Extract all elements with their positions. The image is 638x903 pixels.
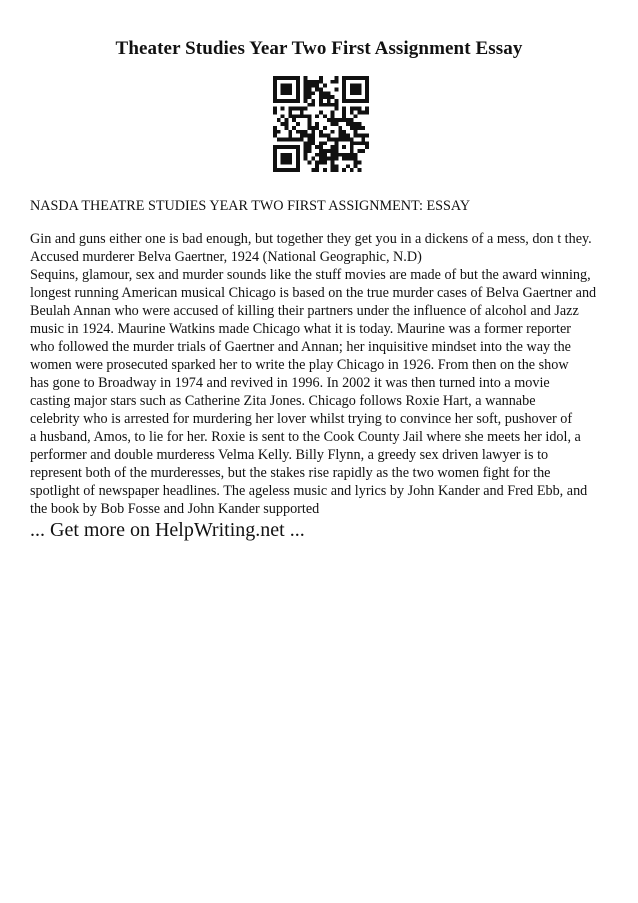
body-line: who followed the murder trials of Gaertner and Annan; her inquisitive mindset into the way the: [30, 339, 571, 355]
body-line: spotlight of newspaper headlines. The ageless music and lyrics by John Kander and Fred Ebb, and: [30, 483, 588, 499]
body-line: longest running American musical Chicago is based on the true murder cases of Belva Gaertner and: [30, 285, 597, 301]
essay-body: [30, 230, 620, 518]
body-line: Beulah Annan who were accused of killing their partners under the influence of alcohol and Jazz: [30, 303, 579, 319]
body-line: celebrity who is arrested for murdering her lover whilst trying to convince her soft, pushover of: [30, 411, 573, 427]
body-line: Sequins, glamour, sex and murder sounds like the stuff movies are made of but the award winning,: [30, 267, 591, 283]
body-line: represent both of the murderesses, but the stakes rise rapidly as the two women fight for the: [30, 465, 551, 481]
qr-code-icon: [273, 76, 369, 172]
body-line: a husband, Amos, to lie for her. Roxie is sent to the Cook County Jail where she meets her idol, a: [30, 429, 581, 445]
body-line: women were prosecuted sparked her to write the play Chicago in 1926. From then on the show: [30, 357, 569, 373]
qr-code-graphic: [273, 76, 369, 172]
essay-heading: NASDA THEATRE STUDIES YEAR TWO FIRST ASSIGNMENT: ESSAY: [30, 198, 471, 214]
body-line: Accused murderer Belva Gaertner, 1924 (National Geographic, N.D): [30, 249, 422, 265]
document-title: Theater Studies Year Two First Assignment Essay: [115, 38, 523, 59]
body-line: casting major stars such as Catherine Zita Jones. Chicago follows Roxie Hart, a wannabe: [30, 393, 536, 409]
get-more-link[interactable]: ... Get more on HelpWriting.net ...: [30, 519, 305, 541]
body-line: the book by Bob Fosse and John Kander supported: [30, 501, 320, 517]
body-line: Gin and guns either one is bad enough, but together they get you in a dickens of a mess, don t they.: [30, 231, 592, 247]
body-line: has gone to Broadway in 1974 and revived in 1996. In 2002 it was then turned into a movie: [30, 375, 550, 391]
body-line: music in 1924. Maurine Watkins made Chicago what it is today. Maurine was a former reporter: [30, 321, 571, 337]
body-line: performer and double murderess Velma Kelly. Billy Flynn, a greedy sex driven lawyer is to: [30, 447, 549, 463]
